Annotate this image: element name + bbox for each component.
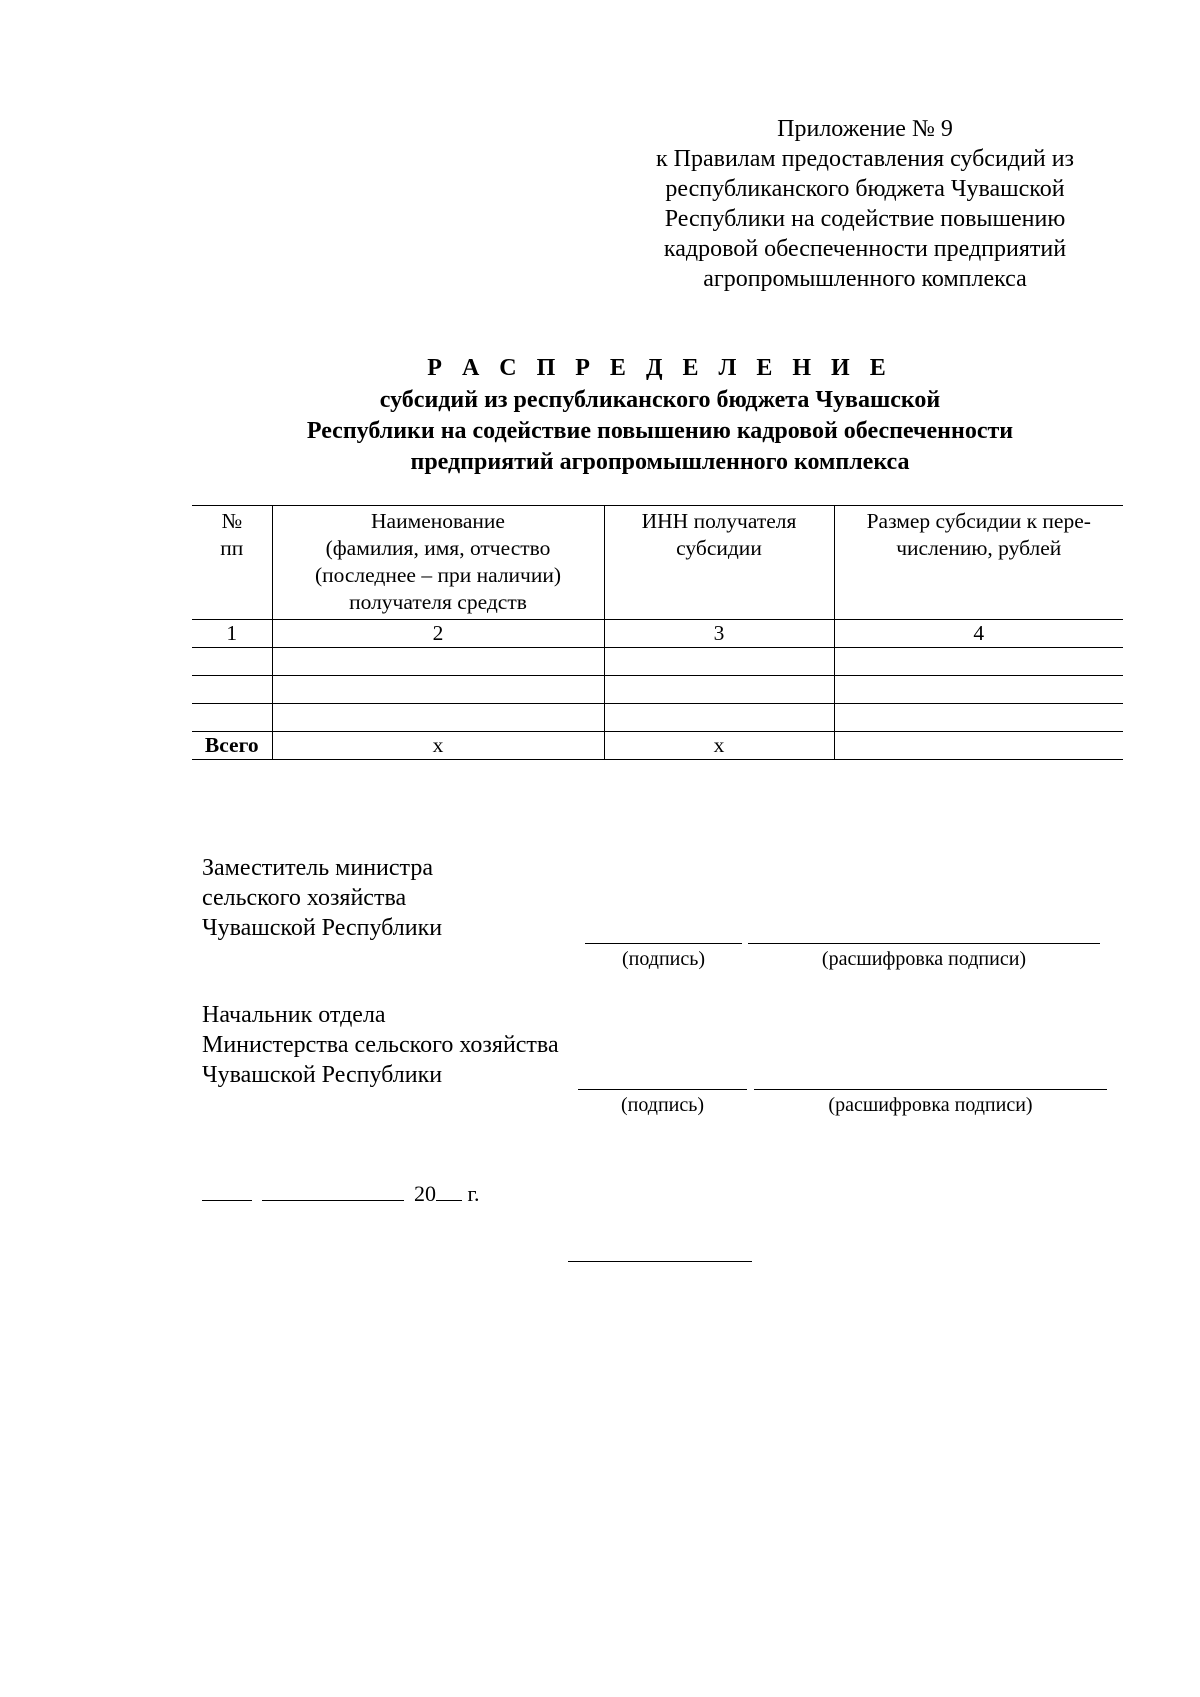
appendix-line: кадровой обеспеченности предприятий xyxy=(663,236,1067,262)
date-year-suffix: г. xyxy=(462,1181,480,1206)
title-line: Республики на содействие повышению кадровой обеспеченности xyxy=(306,418,1014,444)
appendix-line: республиканского бюджета Чувашской xyxy=(665,176,1065,202)
total-cell: х xyxy=(604,732,834,760)
total-amount-cell[interactable] xyxy=(834,732,1123,760)
header-inn: ИНН получателя субсидии xyxy=(604,506,834,620)
signature-line[interactable] xyxy=(578,1089,747,1090)
table-cell[interactable] xyxy=(604,648,834,676)
appendix-line: агропромышленного комплекса xyxy=(703,266,1027,292)
appendix-line: к Правилам предоставления субсидий из xyxy=(655,146,1075,172)
table-column-numbers-row xyxy=(192,620,1123,648)
table-cell[interactable] xyxy=(604,704,834,732)
signature-line[interactable] xyxy=(585,943,742,944)
appendix-line: Республики на содействие повышению xyxy=(664,206,1066,232)
position-line: сельского хозяйства xyxy=(202,885,407,911)
table-cell[interactable] xyxy=(272,676,604,704)
date-day-blank[interactable] xyxy=(202,1178,252,1201)
position-line: Чувашской Республики xyxy=(202,915,443,941)
column-number: 2 xyxy=(272,620,604,648)
total-cell: х xyxy=(272,732,604,760)
signature-block-deputy-minister xyxy=(202,853,442,943)
table-cell[interactable] xyxy=(192,648,272,676)
table-cell[interactable] xyxy=(272,704,604,732)
date-row xyxy=(202,1178,480,1208)
table-row xyxy=(192,676,1123,704)
title-line: предприятий агропромышленного комплекса xyxy=(410,449,910,475)
table-header-row xyxy=(192,506,1123,620)
table-total-row xyxy=(192,732,1123,760)
header-number: № пп xyxy=(192,506,272,620)
position-line: Чувашской Республики xyxy=(202,1062,443,1088)
table-cell[interactable] xyxy=(192,704,272,732)
title-heading: Р А С П Р Е Д Е Л Е Н И Е xyxy=(427,355,893,381)
distribution-table xyxy=(192,505,1123,760)
header-name: Наименование (фамилия, имя, отчество (последнее – при наличии) получателя средств xyxy=(272,506,604,620)
column-number: 4 xyxy=(834,620,1123,648)
signature-decode-line[interactable] xyxy=(748,943,1100,944)
table-cell[interactable] xyxy=(834,648,1123,676)
signature-decode-caption: (расшифровка подписи) xyxy=(828,1094,1033,1116)
date-year-blank[interactable] xyxy=(436,1178,462,1201)
document-title xyxy=(190,353,1130,478)
position-line: Начальник отдела xyxy=(202,1002,386,1028)
position-line: Министерства сельского хозяйства xyxy=(202,1032,559,1058)
signature-caption: (подпись) xyxy=(621,948,706,970)
table-cell[interactable] xyxy=(834,676,1123,704)
table-cell[interactable] xyxy=(192,676,272,704)
date-month-blank[interactable] xyxy=(262,1178,404,1201)
table-cell[interactable] xyxy=(834,704,1123,732)
end-separator-line xyxy=(568,1261,752,1262)
table-cell[interactable] xyxy=(604,676,834,704)
signature-caption: (подпись) xyxy=(620,1094,705,1116)
signature-decode-line[interactable] xyxy=(754,1089,1107,1090)
column-number: 3 xyxy=(604,620,834,648)
header-amount: Размер субсидии к пере- числению, рублей xyxy=(834,506,1123,620)
table-cell[interactable] xyxy=(272,648,604,676)
signature-block-department-head xyxy=(202,1000,559,1090)
table-row xyxy=(192,704,1123,732)
signature-decode-caption: (расшифровка подписи) xyxy=(821,948,1027,970)
table-row xyxy=(192,648,1123,676)
date-year-prefix: 20 xyxy=(414,1181,436,1206)
column-number: 1 xyxy=(192,620,272,648)
appendix-line: Приложение № 9 xyxy=(777,116,953,142)
total-label: Всего xyxy=(192,732,272,760)
title-line: субсидий из республиканского бюджета Чувашской xyxy=(379,387,941,413)
appendix-header xyxy=(630,114,1100,294)
position-line: Заместитель министра xyxy=(202,855,433,881)
